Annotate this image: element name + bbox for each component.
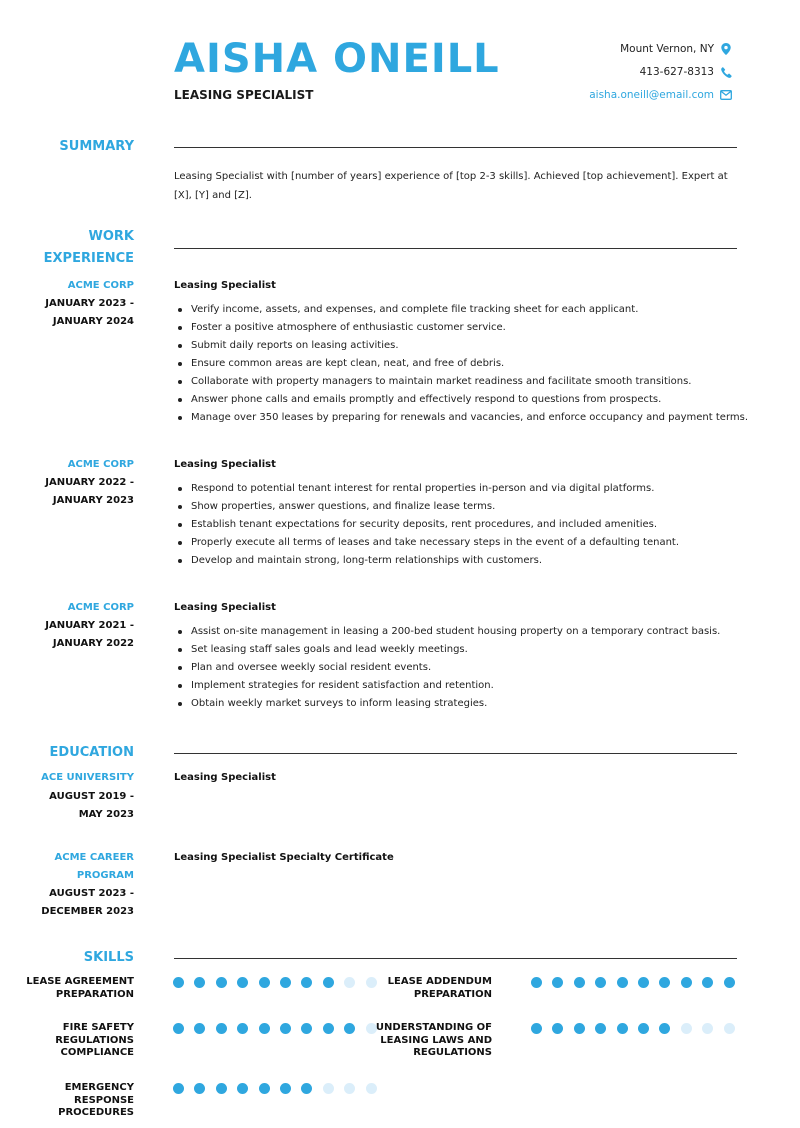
job-1-bullets (174, 301, 749, 427)
summary-text: Leasing Specialist with [number of years] experience of [top 2-3 skills]. Achieved [top achievement]. Expert at [X], [Y] and [Z]. (174, 171, 728, 201)
list-item: Respond to potential tenant interest for rental properties in-person and via digital platforms. (174, 480, 744, 498)
skill-1-label-line: PREPARATION (55, 988, 134, 1000)
list-item: Properly execute all terms of leases and take necessary steps in the event of a defaulting tenant. (174, 534, 744, 552)
skill-5-label (58, 1082, 134, 1120)
list-item: Answer phone calls and emails promptly and effectively respond to questions from prospects. (174, 391, 744, 409)
rating-dot-filled (237, 977, 248, 988)
rating-dot-filled (531, 977, 542, 988)
section-title-summary: SUMMARY (59, 139, 134, 154)
rating-dot-empty (724, 1023, 735, 1034)
rating-dot-filled (531, 1023, 542, 1034)
rating-dot-filled (216, 977, 227, 988)
skill-3-rating (173, 1023, 377, 1034)
rating-dot-empty (366, 1083, 377, 1094)
list-item: Obtain weekly market surveys to inform leasing strategies. (174, 695, 744, 713)
list-item: Implement strategies for resident satisfaction and retention. (174, 677, 744, 695)
list-item: Develop and maintain strong, long-term relationships with customers. (174, 552, 744, 570)
rating-dot-filled (173, 1023, 184, 1034)
job-2-meta (45, 456, 134, 510)
job-3-date-start: JANUARY 2021 - (45, 620, 134, 631)
rating-dot-filled (259, 1023, 270, 1034)
education-2-meta (41, 849, 134, 921)
rating-dot-empty (702, 1023, 713, 1034)
education-2-school-line1: ACME CAREER (54, 852, 134, 863)
education-divider (174, 753, 737, 754)
skill-5-label-line: RESPONSE (74, 1094, 134, 1106)
job-1-date-end: JANUARY 2024 (52, 316, 134, 327)
rating-dot-empty (681, 1023, 692, 1034)
rating-dot-empty (366, 977, 377, 988)
rating-dot-filled (617, 1023, 628, 1034)
skill-1-label-line: LEASE AGREEMENT (26, 976, 134, 987)
skill-4-label-line: REGULATIONS (413, 1047, 492, 1058)
job-3-date-end: JANUARY 2022 (52, 638, 134, 649)
contact-email[interactable] (589, 89, 732, 101)
rating-dot-filled (237, 1023, 248, 1034)
skill-2-label-line: LEASE ADDENDUM (387, 976, 492, 987)
list-item: Plan and oversee weekly social resident events. (174, 659, 744, 677)
rating-dot-empty (344, 1083, 355, 1094)
envelope-icon (720, 89, 732, 101)
job-3-role: Leasing Specialist (174, 602, 276, 613)
education-1-date-end: MAY 2023 (78, 809, 134, 820)
job-2-role: Leasing Specialist (174, 459, 276, 470)
rating-dot-filled (301, 1023, 312, 1034)
phone-text: 413-627-8313 (639, 66, 714, 78)
skill-1-label (26, 976, 134, 1001)
rating-dot-filled (301, 977, 312, 988)
work-title-line1: WORK (88, 229, 134, 244)
list-item: Verify income, assets, and expenses, and complete file tracking sheet for each applicant. (174, 301, 744, 319)
skill-4-label-line: LEASING LAWS AND (380, 1034, 492, 1046)
summary-divider (174, 147, 737, 148)
job-3-bullets (174, 623, 744, 713)
skill-3-label-line: REGULATIONS (55, 1034, 134, 1046)
education-1-school: ACE UNIVERSITY (41, 772, 134, 783)
rating-dot-filled (216, 1023, 227, 1034)
rating-dot-filled (173, 1083, 184, 1094)
candidate-title: LEASING SPECIALIST (174, 88, 314, 102)
email-link[interactable]: aisha.oneill@email.com (589, 89, 714, 101)
list-item: Collaborate with property managers to maintain market readiness and facilitate smooth transitions. (174, 373, 744, 391)
list-item: Submit daily reports on leasing activities. (174, 337, 744, 355)
contact-location (620, 43, 732, 55)
rating-dot-filled (617, 977, 628, 988)
skill-2-label-line: PREPARATION (413, 988, 492, 1000)
rating-dot-filled (237, 1083, 248, 1094)
rating-dot-filled (323, 977, 334, 988)
list-item: Set leasing staff sales goals and lead weekly meetings. (174, 641, 744, 659)
rating-dot-filled (280, 977, 291, 988)
rating-dot-filled (280, 1023, 291, 1034)
skill-5-label-line: PROCEDURES (58, 1107, 134, 1118)
skill-3-label (55, 1022, 134, 1060)
education-2-school-line2: PROGRAM (76, 870, 134, 881)
education-2-degree: Leasing Specialist Specialty Certificate (174, 852, 394, 863)
job-3-meta (45, 599, 134, 653)
skill-2-label (388, 976, 492, 1001)
section-title-skills: SKILLS (83, 950, 134, 965)
section-title-education: EDUCATION (49, 745, 134, 760)
work-divider (174, 248, 737, 249)
rating-dot-filled (659, 1023, 670, 1034)
list-item: Ensure common areas are kept clean, neat, and free of debris. (174, 355, 744, 373)
rating-dot-filled (216, 1083, 227, 1094)
candidate-name: AISHA ONEILL (174, 36, 500, 82)
location-text: Mount Vernon, NY (620, 43, 714, 55)
rating-dot-empty (344, 977, 355, 988)
job-2-date-start: JANUARY 2022 - (45, 477, 134, 488)
skill-1-rating (173, 977, 377, 988)
skill-5-label-line: EMERGENCY (64, 1082, 134, 1093)
rating-dot-filled (595, 977, 606, 988)
skill-2-rating (531, 977, 735, 988)
job-1-meta (45, 277, 134, 331)
skill-3-label-line: FIRE SAFETY (62, 1022, 134, 1033)
skill-3-label-line: COMPLIANCE (60, 1047, 134, 1058)
skills-divider (174, 958, 737, 959)
rating-dot-filled (194, 977, 205, 988)
rating-dot-filled (574, 977, 585, 988)
rating-dot-filled (259, 977, 270, 988)
education-2-date-start: AUGUST 2023 - (49, 888, 134, 899)
education-1-date-start: AUGUST 2019 - (49, 791, 134, 802)
rating-dot-filled (259, 1083, 270, 1094)
rating-dot-filled (194, 1083, 205, 1094)
job-2-company: ACME CORP (67, 459, 134, 470)
list-item: Manage over 350 leases by preparing for renewals and vacancies, and enforce occupancy and payment terms. (174, 409, 744, 427)
job-3-company: ACME CORP (67, 602, 134, 613)
rating-dot-filled (552, 1023, 563, 1034)
education-1-meta (41, 769, 134, 824)
rating-dot-filled (638, 1023, 649, 1034)
skill-4-rating (531, 1023, 735, 1034)
rating-dot-filled (724, 977, 735, 988)
rating-dot-filled (702, 977, 713, 988)
map-pin-icon (720, 43, 732, 55)
list-item: Show properties, answer questions, and finalize lease terms. (174, 498, 744, 516)
list-item: Establish tenant expectations for security deposits, rent procedures, and included amenities. (174, 516, 744, 534)
rating-dot-filled (323, 1023, 334, 1034)
contact-phone (640, 66, 732, 78)
skill-4-label-line: UNDERSTANDING OF (375, 1022, 492, 1033)
rating-dot-filled (173, 977, 184, 988)
section-title-work (44, 226, 134, 270)
rating-dot-empty (366, 1023, 377, 1034)
job-1-role: Leasing Specialist (174, 280, 276, 291)
rating-dot-filled (552, 977, 563, 988)
list-item: Assist on-site management in leasing a 200-bed student housing property on a temporary contract basis. (174, 623, 744, 641)
rating-dot-filled (659, 977, 670, 988)
rating-dot-filled (595, 1023, 606, 1034)
job-2-date-end: JANUARY 2023 (52, 495, 134, 506)
rating-dot-empty (323, 1083, 334, 1094)
rating-dot-filled (681, 977, 692, 988)
job-2-bullets (174, 480, 744, 570)
job-1-company: ACME CORP (67, 280, 134, 291)
phone-icon (720, 66, 732, 78)
work-title-line2: EXPERIENCE (43, 251, 134, 266)
rating-dot-filled (194, 1023, 205, 1034)
rating-dot-filled (344, 1023, 355, 1034)
education-2-date-end: DECEMBER 2023 (41, 906, 134, 917)
rating-dot-filled (638, 977, 649, 988)
list-item: Foster a positive atmosphere of enthusiastic customer service. (174, 319, 744, 337)
rating-dot-filled (280, 1083, 291, 1094)
rating-dot-filled (301, 1083, 312, 1094)
rating-dot-filled (574, 1023, 585, 1034)
job-1-date-start: JANUARY 2023 - (45, 298, 134, 309)
skill-4-label (376, 1022, 492, 1060)
skill-5-rating (173, 1083, 377, 1094)
education-1-degree: Leasing Specialist (174, 772, 276, 783)
